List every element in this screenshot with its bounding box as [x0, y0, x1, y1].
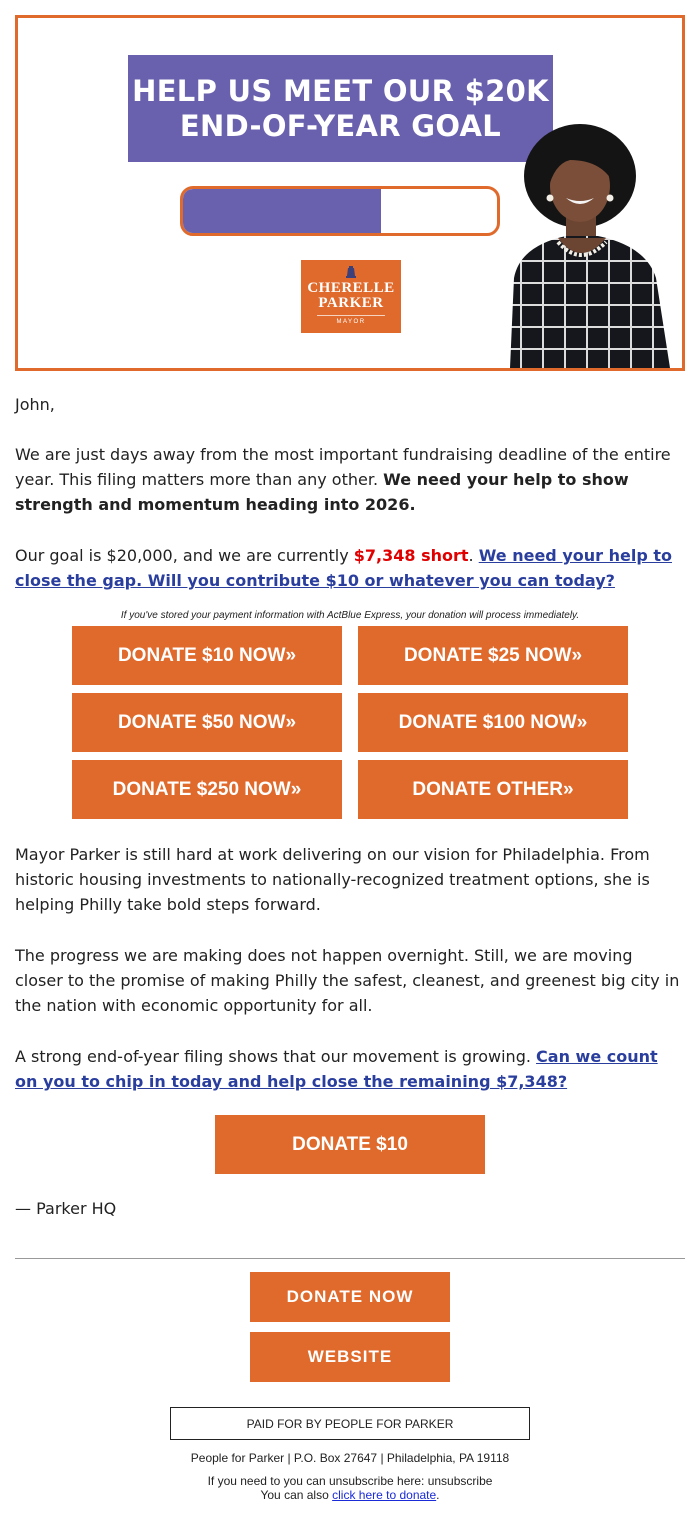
paragraph-deadline [15, 442, 683, 517]
also-donate-suffix: . [436, 1488, 440, 1502]
paragraph-filing [15, 1044, 683, 1094]
also-donate-prefix: You can also [260, 1488, 333, 1502]
goal-progress-bar [180, 186, 500, 236]
footer-divider [15, 1258, 685, 1259]
headline-line-2: END-OF-YEAR GOAL [179, 108, 502, 143]
also-donate-line [0, 1488, 700, 1502]
donate-100-button[interactable]: DONATE $100 NOW» [358, 693, 628, 752]
click-here-to-donate-link[interactable]: click here to donate [332, 1488, 437, 1502]
paragraph-deadline-bold: We need your help to show strength and momentum heading into 2026. [15, 470, 629, 514]
donate-other-button[interactable]: DONATE OTHER» [358, 760, 628, 819]
paragraph-goal-period: . [468, 546, 479, 565]
donate-25-button[interactable]: DONATE $25 NOW» [358, 626, 628, 685]
paragraph-deadline-text: We are just days away from the most important fundraising deadline of the entire year. This filing matters more than any other. [15, 445, 671, 489]
signoff: — Parker HQ [15, 1199, 117, 1218]
headline-line-1: HELP US MEET OUR $20K [132, 73, 549, 108]
unsubscribe-line[interactable]: If you need to you can unsubscribe here: unsubscribe [207, 1474, 493, 1488]
paid-for-disclaimer: PAID FOR BY PEOPLE FOR PARKER [170, 1407, 530, 1440]
mayor-portrait-image [488, 118, 682, 368]
goal-progress-fill [183, 189, 381, 233]
logo-name [301, 281, 401, 311]
campaign-logo [301, 260, 401, 333]
logo-divider [317, 315, 385, 316]
greeting: John, [15, 395, 55, 414]
paragraph-goal [15, 543, 683, 593]
website-button[interactable]: WEBSITE [250, 1332, 450, 1382]
paragraph-filing-text: A strong end-of-year filing shows that our movement is growing. [15, 1047, 537, 1066]
donate-10-cta-button[interactable]: DONATE $10 [215, 1115, 485, 1174]
chip-in-link[interactable]: Can we count on you to chip in today and help close the remaining $7,348? [15, 1047, 658, 1091]
hero-banner[interactable] [15, 15, 685, 371]
donate-250-button[interactable]: DONATE $250 NOW» [72, 760, 342, 819]
shortfall-amount: $7,348 short [353, 546, 469, 565]
donate-50-button[interactable]: DONATE $50 NOW» [72, 693, 342, 752]
mailing-address: People for Parker | P.O. Box 27647 | Philadelphia, PA 19118 [190, 1451, 510, 1465]
paragraph-progress: The progress we are making does not happen overnight. Still, we are moving closer to the promise of making Philly the safest, cleanest, and greenest big city in the nation with economic opportunity for all. [15, 946, 680, 1015]
paragraph-goal-text: Our goal is $20,000, and we are currently [15, 546, 354, 565]
logo-name-line-2: PARKER [318, 295, 384, 311]
headline [132, 74, 549, 144]
logo-title: MAYOR [336, 319, 366, 325]
liberty-bell-icon [346, 266, 356, 278]
donate-now-button[interactable]: DONATE NOW [250, 1272, 450, 1322]
actblue-express-note: If you've stored your payment information with ActBlue Express, your donation will process immediately. [120, 610, 580, 621]
paragraph-vision: Mayor Parker is still hard at work delivering on our vision for Philadelphia. From historic housing investments to nationally-recognized treatment options, she is helping Philly take bold steps forward. [15, 845, 650, 914]
contribute-link[interactable]: We need your help to close the gap. Will you contribute $10 or whatever you can today? [15, 546, 672, 590]
logo-name-line-1: CHERELLE [307, 280, 395, 296]
donate-10-button[interactable]: DONATE $10 NOW» [72, 626, 342, 685]
